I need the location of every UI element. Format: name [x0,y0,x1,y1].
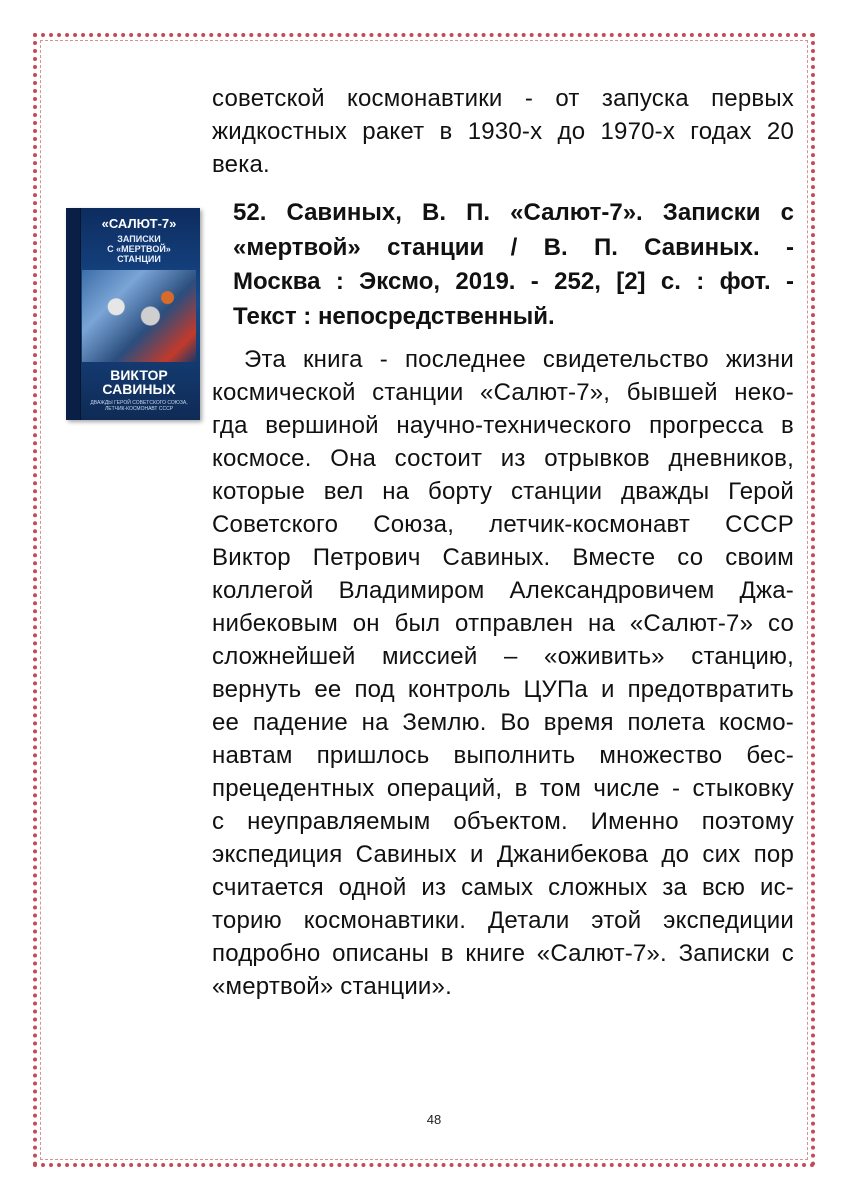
intro-line: советской космонавтики - от запуска первых [212,85,794,112]
entry-title-line: Москва : Эксмо, 2019. - 252, [2] с. : фот. - [233,268,794,295]
intro-line: века. [212,151,270,178]
body-line: космической станции «Салют-7», бывшей неко- [212,379,794,406]
intro-line: жидкостных ракет в 1930-х до 1970-х годах 20 [212,118,794,145]
body-line: подробно описаны в книге «Салют-7». Записки с [212,940,794,967]
cover-note: ДВАЖДЫ ГЕРОЙ СОВЕТСКОГО СОЮЗА, ЛЕТЧИК-КОСМОНАВТ СССР [90,400,188,412]
body-line: гда вершиной научно-технического прогресса в [212,412,794,439]
book-cover-image [66,208,200,420]
intro-paragraph [212,82,794,181]
entry-title-line: 52. Савиных, В. П. «Салют-7». Записки с [233,199,794,226]
body-line: вернуть ее под контроль ЦУПа и предотвратить [212,676,794,703]
body-line: торию космонавтики. Детали этой экспедиции [212,907,794,934]
page-number: 48 [426,1112,442,1127]
body-line: коллегой Владимиром Александровичем Джа- [212,577,794,604]
body-line: прецедентных операций, в том числе - стыковку [212,775,794,802]
body-line: «мертвой» станции». [212,973,452,1000]
body-line: которые вел на борту станции дважды Герой [212,478,794,505]
entry-title-line: Текст : непосредственный. [233,302,555,330]
body-line: с неуправляемым объектом. Именно поэтому [212,808,794,835]
body-line: Советского Союза, летчик-космонавт СССР [212,511,794,538]
body-line: Эта книга - последнее свидетельство жизни [244,346,794,373]
body-line: навтам пришлось выполнить множество бес- [212,742,794,769]
cover-photo [82,270,196,362]
body-line: нибековым он был отправлен на «Салют-7» со [212,610,794,637]
body-line: экспедиция Савиных и Джанибекова до сих пор [212,841,794,868]
body-line: космосе. Она состоит из отрывков дневников, [212,445,794,472]
entry-title-line: «мертвой» станции / В. П. Савиных. - [233,233,794,261]
body-line: считается одной из самых сложных за всю ис- [212,874,794,901]
bibliographic-entry-title [233,196,794,334]
cover-title: «САЛЮТ-7» [101,216,177,231]
cover-author: ВИКТОР САВИНЫХ [102,367,176,397]
annotation-paragraph [212,343,794,1003]
body-line: сложнейшей миссией – «оживить» станцию, [212,643,794,670]
book-spine [66,208,81,420]
body-line: ее падение на Землю. Во время полета космо- [212,709,794,736]
body-line: Виктор Петрович Савиных. Вместе со своим [212,544,794,571]
cover-subtitle: ЗАПИСКИ С «МЕРТВОЙ» СТАНЦИИ [107,234,171,264]
